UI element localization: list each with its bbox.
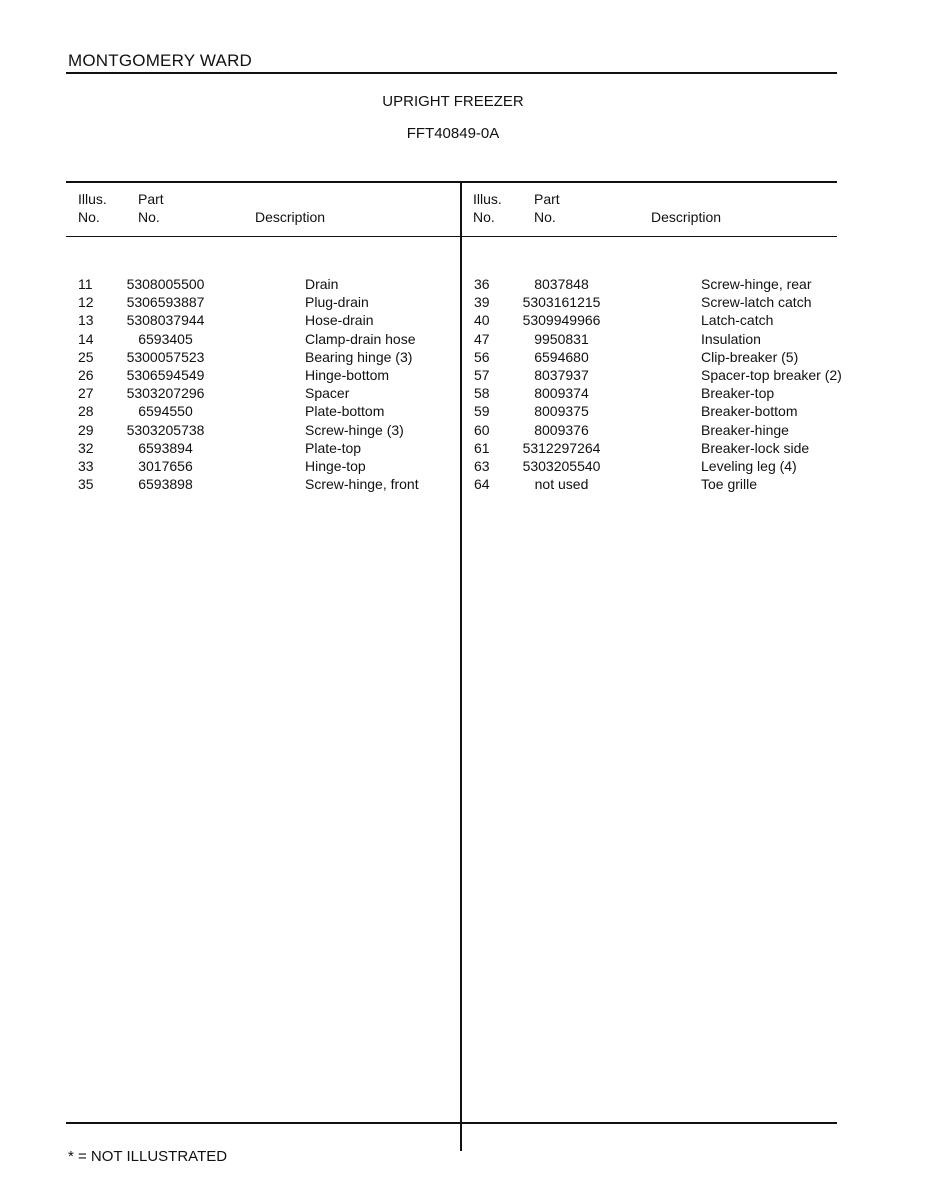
footnote: * = NOT ILLUSTRATED: [68, 1148, 228, 1165]
part-description: Drain: [305, 276, 339, 293]
illus-number: 58: [474, 385, 490, 402]
model-number: FFT40849-0A: [406, 125, 500, 142]
document-title: UPRIGHT FREEZER: [382, 93, 524, 110]
illus-number: 13: [78, 312, 94, 329]
table-row: [78, 311, 505, 329]
illus-number: 29: [78, 421, 94, 438]
table-row: [78, 475, 505, 493]
table-row: [474, 275, 901, 293]
part-number: 5308037944: [126, 312, 205, 329]
illus-number: 64: [474, 476, 490, 493]
part-number: 5303207296: [126, 385, 205, 402]
table-row: [78, 330, 505, 348]
part-number: not used: [534, 476, 589, 493]
part-number: 5303205540: [522, 457, 601, 474]
part-description: Hose-drain: [305, 312, 374, 329]
part-number: 6593405: [138, 330, 193, 347]
part-description: Spacer-top breaker (2): [701, 367, 842, 384]
part-description: Plug-drain: [305, 294, 369, 311]
part-description: Breaker-lock side: [701, 439, 810, 456]
parts-table-right: [474, 275, 901, 493]
table-row: [474, 457, 901, 475]
illus-number: 36: [474, 276, 490, 293]
table-row: [78, 402, 505, 420]
part-description: Screw-hinge, rear: [701, 276, 812, 293]
table-row: [474, 348, 901, 366]
illus-number: 63: [474, 457, 490, 474]
illus-number: 47: [474, 330, 490, 347]
illus-number: 27: [78, 385, 94, 402]
part-description: Clip-breaker (5): [701, 348, 799, 365]
part-description: Insulation: [701, 330, 761, 347]
part-number: 8037848: [534, 276, 589, 293]
part-description: Plate-top: [305, 439, 362, 456]
illus-number: 32: [78, 439, 94, 456]
part-description: Screw-hinge, front: [305, 476, 419, 493]
table-row: [78, 348, 505, 366]
table-row: [474, 384, 901, 402]
col-header-description-left: Description: [255, 209, 326, 225]
part-number: 6593894: [138, 439, 193, 456]
part-description: Hinge-top: [305, 457, 366, 474]
table-row: [78, 293, 505, 311]
illus-number: 39: [474, 294, 490, 311]
illus-number: 33: [78, 457, 94, 474]
table-row: [78, 439, 505, 457]
illus-number: 57: [474, 367, 490, 384]
illus-number: 56: [474, 348, 490, 365]
part-number: 8009376: [534, 421, 589, 438]
table-row: [474, 330, 901, 348]
illus-number: 12: [78, 294, 94, 311]
parts-table-left: [78, 275, 505, 493]
part-number: 5309949966: [522, 312, 601, 329]
table-row: [474, 293, 901, 311]
part-description: Screw-hinge (3): [305, 421, 404, 438]
col-header-illus-right: Illus. No.: [473, 191, 502, 225]
part-description: Latch-catch: [701, 312, 774, 329]
table-row: [474, 366, 901, 384]
table-row: [78, 275, 505, 293]
part-description: Clamp-drain hose: [305, 330, 416, 347]
part-number: 5312297264: [522, 439, 601, 456]
part-description: Breaker-hinge: [701, 421, 789, 438]
table-row: [474, 311, 901, 329]
part-description: Hinge-bottom: [305, 367, 390, 384]
part-description: Toe grille: [701, 476, 758, 493]
col-header-illus-left: Illus. No.: [78, 191, 107, 225]
col-header-part-left: Part No.: [138, 191, 164, 225]
part-number: 8009374: [534, 385, 589, 402]
part-number: 8009375: [534, 403, 589, 420]
table-header-rule: [66, 236, 837, 237]
part-number: 5308005500: [126, 276, 205, 293]
table-row: [78, 384, 505, 402]
illus-number: 11: [78, 276, 93, 293]
illus-number: 60: [474, 421, 490, 438]
part-number: 8037937: [534, 367, 589, 384]
table-row: [474, 475, 901, 493]
part-number: 5300057523: [126, 348, 205, 365]
part-description: Plate-bottom: [305, 403, 385, 420]
part-description: Breaker-top: [701, 385, 775, 402]
illus-number: 59: [474, 403, 490, 420]
table-row: [78, 457, 505, 475]
table-row: [474, 439, 901, 457]
table-top-rule: [66, 181, 837, 183]
col-header-part-right: Part No.: [534, 191, 560, 225]
part-description: Leveling leg (4): [701, 457, 797, 474]
col-header-description-right: Description: [651, 209, 722, 225]
table-row: [474, 402, 901, 420]
part-number: 9950831: [534, 330, 589, 347]
illus-number: 26: [78, 367, 94, 384]
table-row: [78, 366, 505, 384]
part-number: 5306594549: [126, 367, 205, 384]
illus-number: 28: [78, 403, 94, 420]
table-bottom-rule: [66, 1122, 837, 1124]
part-description: Breaker-bottom: [701, 403, 798, 420]
part-number: 5303205738: [126, 421, 205, 438]
part-description: Bearing hinge (3): [305, 348, 413, 365]
part-number: 6593898: [138, 476, 193, 493]
illus-number: 61: [474, 439, 490, 456]
illus-number: 40: [474, 312, 490, 329]
table-row: [78, 421, 505, 439]
illus-number: 14: [78, 330, 94, 347]
part-number: 6594680: [534, 348, 589, 365]
part-number: 5303161215: [522, 294, 601, 311]
part-number: 6594550: [138, 403, 193, 420]
illus-number: 35: [78, 476, 94, 493]
header-rule: [66, 72, 837, 74]
brand-heading: MONTGOMERY WARD: [68, 51, 253, 70]
part-number: 3017656: [138, 457, 193, 474]
part-number: 5306593887: [126, 294, 205, 311]
table-row: [474, 421, 901, 439]
illus-number: 25: [78, 348, 94, 365]
part-description: Spacer: [305, 385, 350, 402]
part-description: Screw-latch catch: [701, 294, 812, 311]
